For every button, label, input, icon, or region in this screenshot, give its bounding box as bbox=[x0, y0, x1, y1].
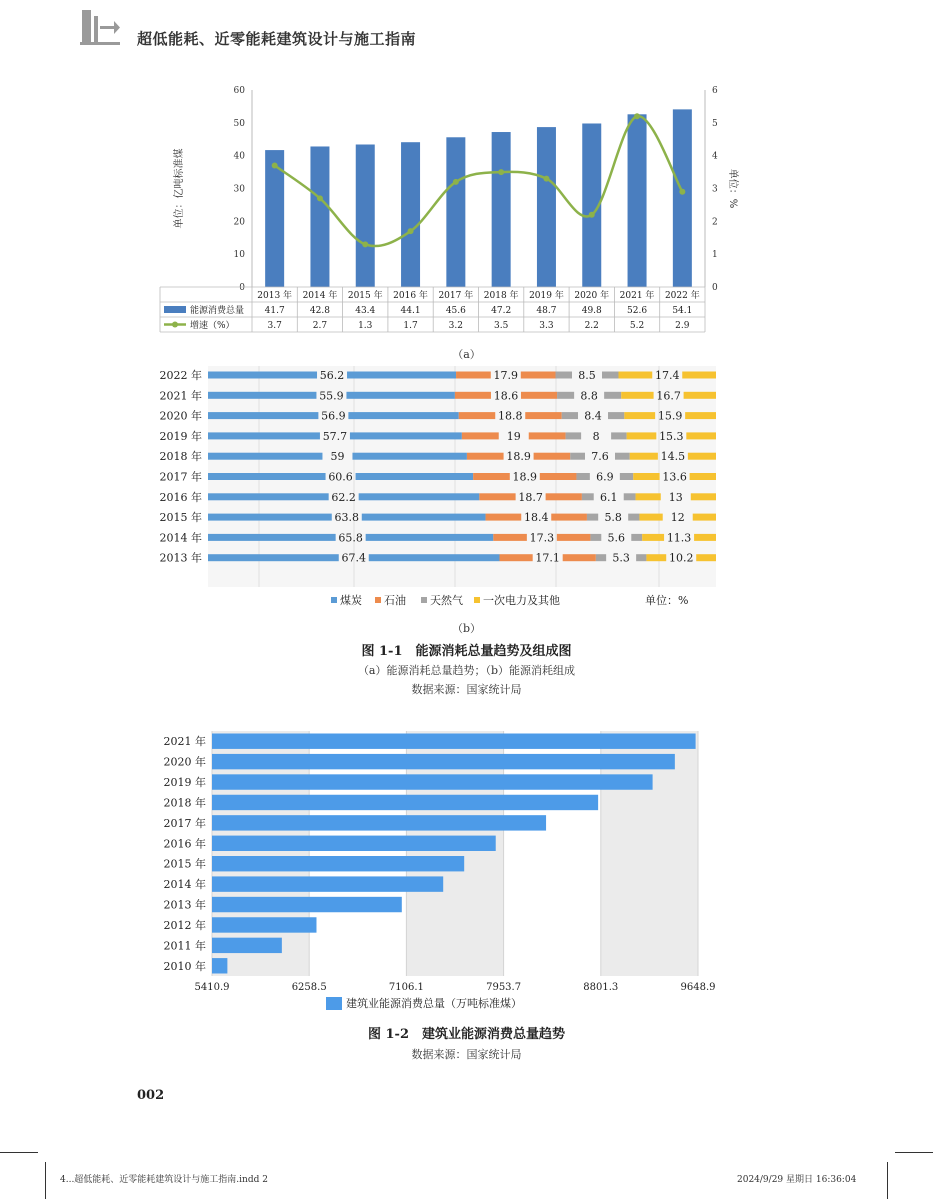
stack-data-label: 62.2 bbox=[331, 490, 356, 504]
x-category-label: 2016 年 bbox=[393, 291, 428, 301]
bar-construction bbox=[212, 795, 598, 810]
bar-data-label: 54.1 bbox=[672, 306, 693, 316]
header-title: 超低能耗、近零能耗建筑设计与施工指南 bbox=[137, 30, 417, 48]
y2-tick-label: 1 bbox=[712, 250, 718, 261]
stack-data-label: 6.1 bbox=[599, 490, 618, 504]
x-category-label: 2021 年 bbox=[619, 291, 655, 301]
y-tick-label: 10 bbox=[233, 250, 245, 261]
x-category-label: 2014 年 bbox=[302, 291, 338, 301]
bar-data-label: 45.6 bbox=[445, 306, 466, 316]
y2-axis-label: 单位：% bbox=[727, 168, 738, 209]
stack-data-label: 15.3 bbox=[659, 429, 684, 443]
y-category-label: 2020 年 bbox=[159, 409, 202, 423]
bar-construction bbox=[212, 897, 402, 912]
y-category-label: 2021 年 bbox=[159, 389, 202, 403]
y-category-label: 2016 年 bbox=[163, 837, 206, 851]
figure1-label-a: （a） bbox=[452, 348, 481, 361]
stack-data-label: 17.1 bbox=[535, 551, 560, 565]
stack-data-label: 16.7 bbox=[656, 389, 681, 403]
figure1-caption: （a）能源消耗总量趋势；（b）能源消耗组成 bbox=[357, 664, 576, 677]
stack-data-label: 13 bbox=[668, 490, 683, 504]
bar-data-label: 49.8 bbox=[581, 306, 602, 316]
y-category-label: 2020 年 bbox=[163, 755, 206, 769]
y-tick-label: 60 bbox=[233, 86, 245, 96]
x-tick-label: 5410.9 bbox=[194, 982, 230, 993]
y-category-label: 2019 年 bbox=[163, 776, 206, 790]
x-tick-label: 8801.3 bbox=[583, 982, 619, 993]
stack-data-label: 5.3 bbox=[612, 551, 630, 565]
x-category-label: 2017 年 bbox=[438, 291, 474, 301]
y-category-label: 2018 年 bbox=[163, 796, 206, 810]
legend-total: 能源消费总量 bbox=[190, 306, 245, 316]
growth-data-label: 3.3 bbox=[539, 321, 554, 331]
y-category-label: 2014 年 bbox=[159, 531, 202, 545]
bar-data-label: 41.7 bbox=[264, 306, 285, 316]
x-category-label: 2020 年 bbox=[574, 291, 610, 301]
crop-mark bbox=[45, 1162, 46, 1199]
x-tick-label: 9648.9 bbox=[680, 982, 716, 993]
crop-mark bbox=[887, 1162, 888, 1199]
x-category-label: 2018 年 bbox=[483, 291, 519, 301]
bar-construction bbox=[212, 734, 696, 749]
crop-mark bbox=[0, 1152, 38, 1153]
y2-tick-label: 6 bbox=[712, 86, 718, 96]
stack-data-label: 12 bbox=[670, 511, 685, 525]
bar-data-label: 47.2 bbox=[491, 306, 512, 316]
stack-data-label: 18.6 bbox=[493, 389, 519, 403]
stack-data-label: 6.9 bbox=[596, 470, 614, 484]
bar-construction bbox=[212, 938, 282, 953]
y-category-label: 2022 年 bbox=[159, 369, 202, 382]
y-category-label: 2016 年 bbox=[159, 490, 202, 504]
y-tick-label: 0 bbox=[239, 283, 245, 293]
x-tick-label: 6258.5 bbox=[291, 982, 327, 993]
bar-construction bbox=[212, 958, 227, 973]
stack-data-label: 13.6 bbox=[662, 470, 687, 484]
y-tick-label: 20 bbox=[233, 217, 245, 228]
bar-data-label: 52.6 bbox=[627, 306, 648, 316]
legend-entry: 建筑业能源消费总量（万吨标准煤） bbox=[346, 997, 522, 1010]
legend-entry: 石油 bbox=[384, 594, 406, 607]
x-tick-label: 7953.7 bbox=[486, 982, 522, 993]
growth-data-label: 3.7 bbox=[267, 321, 282, 331]
stack-data-label: 17.9 bbox=[493, 369, 519, 382]
stack-data-label: 17.4 bbox=[654, 369, 680, 382]
y-category-label: 2014 年 bbox=[163, 878, 206, 892]
bar-data-label: 48.7 bbox=[536, 306, 557, 316]
stack-data-label: 11.3 bbox=[666, 531, 692, 545]
legend-entry: 天然气 bbox=[430, 594, 463, 607]
unit-label: 单位：% bbox=[645, 594, 689, 607]
bar-data-label: 44.1 bbox=[400, 306, 421, 316]
y-category-label: 2017 年 bbox=[159, 470, 202, 484]
stack-data-label: 5.8 bbox=[604, 511, 622, 525]
bar-construction bbox=[212, 774, 653, 789]
y-category-label: 2013 年 bbox=[163, 898, 206, 912]
stack-data-label: 56.9 bbox=[321, 409, 346, 423]
legend-entry: 一次电力及其他 bbox=[483, 594, 560, 607]
growth-data-label: 3.5 bbox=[493, 321, 509, 331]
stack-data-label: 67.4 bbox=[341, 551, 367, 565]
growth-data-label: 3.2 bbox=[448, 321, 464, 331]
stack-data-label: 18.9 bbox=[512, 470, 538, 484]
growth-data-label: 2.7 bbox=[312, 321, 328, 331]
x-category-label: 2015 年 bbox=[347, 291, 383, 301]
y-category-label: 2021 年 bbox=[163, 735, 206, 749]
legend-entry: 煤炭 bbox=[340, 594, 362, 607]
y-category-label: 2018 年 bbox=[159, 450, 202, 464]
stack-data-label: 18.7 bbox=[518, 490, 543, 504]
figure1-source: 数据来源：国家统计局 bbox=[411, 683, 522, 696]
y-category-label: 2015 年 bbox=[159, 511, 202, 525]
stack-data-label: 7.6 bbox=[591, 450, 609, 464]
page-number: 002 bbox=[137, 1088, 165, 1103]
stack-data-label: 10.2 bbox=[668, 551, 694, 565]
bar-data-label: 43.4 bbox=[355, 306, 376, 316]
y2-tick-label: 3 bbox=[712, 184, 718, 195]
y-category-label: 2012 年 bbox=[163, 918, 206, 932]
stack-data-label: 8 bbox=[592, 429, 600, 443]
stack-data-label: 63.8 bbox=[334, 511, 360, 525]
footer-timestamp: 2024/9/29 星期日 16:36:04 bbox=[737, 1175, 857, 1185]
x-category-label: 2019 年 bbox=[529, 291, 564, 301]
y-tick-label: 30 bbox=[233, 184, 245, 195]
stack-data-label: 15.9 bbox=[657, 409, 683, 423]
crop-mark bbox=[895, 1152, 933, 1153]
x-tick-label: 7106.1 bbox=[388, 982, 424, 993]
y-category-label: 2019 年 bbox=[159, 429, 202, 443]
x-category-label: 2013 年 bbox=[257, 291, 293, 301]
y-category-label: 2010 年 bbox=[163, 959, 206, 973]
growth-data-label: 1.7 bbox=[403, 321, 418, 331]
legend-swatch bbox=[326, 997, 342, 1010]
y2-tick-label: 0 bbox=[712, 283, 718, 293]
x-category-label: 2022 年 bbox=[664, 291, 700, 301]
figure2-title: 图 1-2 建筑业能源消费总量趋势 bbox=[367, 1027, 565, 1042]
stack-data-label: 65.8 bbox=[338, 531, 363, 545]
stack-data-label: 57.7 bbox=[322, 429, 348, 443]
footer-file: 4...超低能耗、近零能耗建筑设计与施工指南.indd 2 bbox=[60, 1175, 268, 1185]
stack-data-label: 14.5 bbox=[660, 450, 686, 464]
y2-tick-label: 2 bbox=[712, 217, 718, 228]
y-tick-label: 40 bbox=[233, 151, 245, 162]
stack-data-label: 8.5 bbox=[578, 369, 596, 382]
y-category-label: 2013 年 bbox=[159, 551, 202, 565]
bar-construction bbox=[212, 876, 443, 891]
stack-data-label: 8.4 bbox=[584, 409, 602, 423]
figure1-label-b: （b） bbox=[451, 622, 482, 635]
y-tick-label: 50 bbox=[233, 118, 245, 129]
stack-data-label: 55.9 bbox=[319, 389, 344, 403]
y2-tick-label: 4 bbox=[712, 151, 718, 162]
bar-construction bbox=[212, 815, 546, 830]
figure1-title: 图 1-1 能源消耗总量趋势及组成图 bbox=[361, 644, 572, 659]
growth-data-label: 5.2 bbox=[629, 321, 645, 331]
y-category-label: 2011 年 bbox=[163, 939, 206, 953]
stack-data-label: 17.3 bbox=[529, 531, 555, 545]
legend-growth: 增速（%） bbox=[190, 321, 235, 331]
bar-construction bbox=[212, 754, 675, 769]
bar-construction bbox=[212, 836, 496, 851]
stack-data-label: 18.4 bbox=[523, 511, 549, 525]
stack-data-label: 56.2 bbox=[319, 369, 345, 382]
stack-data-label: 19 bbox=[506, 429, 521, 443]
stack-data-label: 8.8 bbox=[580, 389, 598, 403]
y-category-label: 2015 年 bbox=[163, 857, 206, 871]
stack-data-label: 18.8 bbox=[497, 409, 523, 423]
growth-data-label: 2.9 bbox=[675, 321, 690, 331]
stack-data-label: 5.6 bbox=[607, 531, 626, 545]
stack-data-label: 60.6 bbox=[328, 470, 353, 484]
growth-data-label: 1.3 bbox=[358, 321, 373, 331]
stack-data-label: 59 bbox=[330, 450, 345, 464]
bar-construction bbox=[212, 917, 316, 932]
figure2-source: 数据来源：国家统计局 bbox=[411, 1048, 522, 1061]
bar-construction bbox=[212, 856, 464, 871]
stack-data-label: 18.9 bbox=[506, 450, 531, 464]
growth-data-label: 2.2 bbox=[584, 321, 599, 331]
y-axis-label: 单位：亿吨标准煤 bbox=[174, 148, 185, 229]
y-category-label: 2017 年 bbox=[163, 816, 206, 830]
bar-data-label: 42.8 bbox=[309, 306, 330, 316]
y2-tick-label: 5 bbox=[712, 118, 718, 129]
